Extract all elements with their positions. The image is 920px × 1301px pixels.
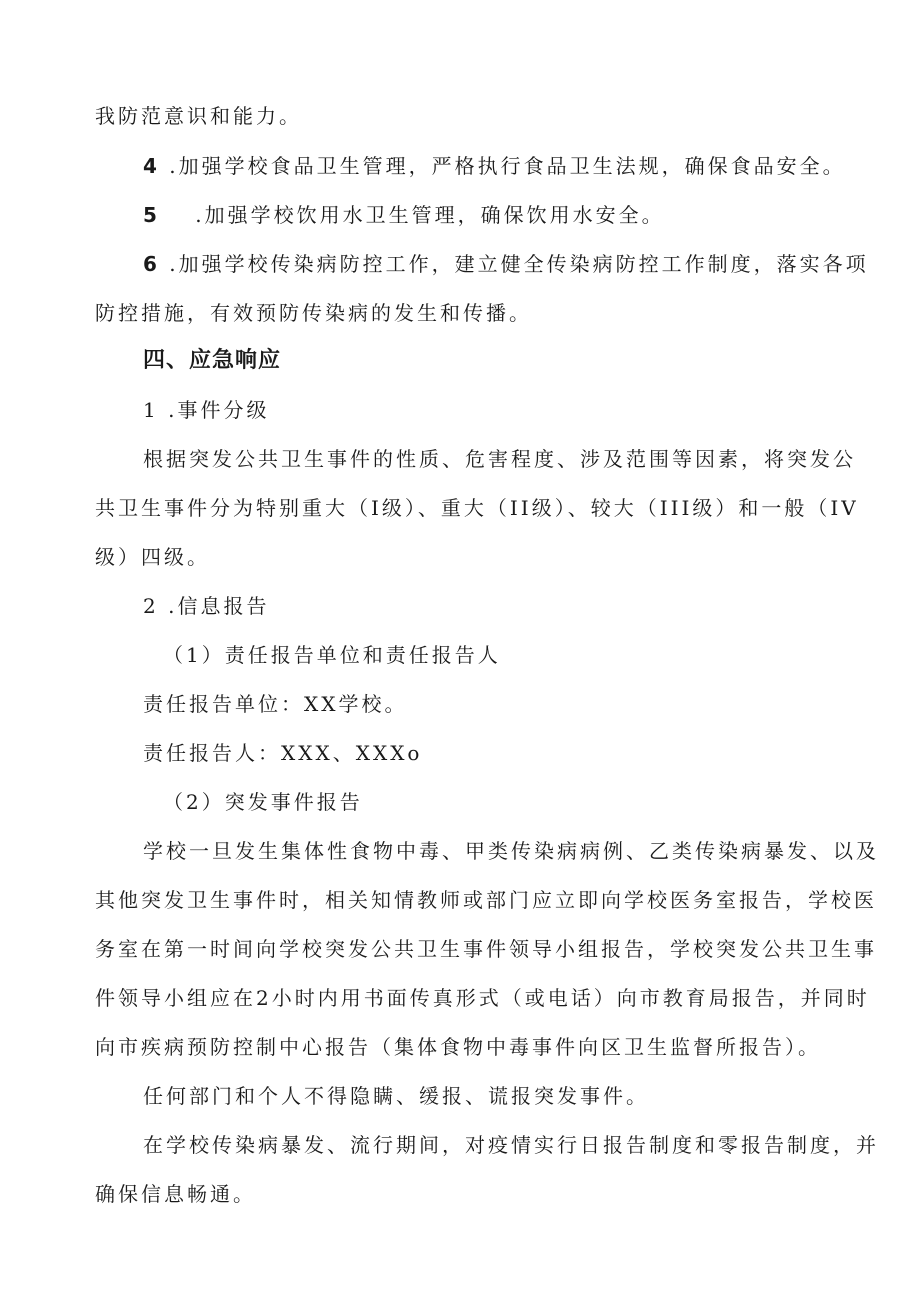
- list-item-5: [143, 201, 665, 229]
- list-item-6: [143, 250, 869, 278]
- sub-item-title: （1）责任报告单位和责任报告人: [163, 643, 501, 667]
- paragraph-line: 件领导小组应在2小时内用书面传真形式（或电话）向市教育局报告，并同时: [95, 986, 870, 1010]
- paragraph-line: 共卫生事件分为特别重大（I级）、重大（II级）、较大（III级）和一般（IV: [95, 496, 859, 520]
- list-number: 6: [143, 252, 160, 276]
- paragraph-line: 学校一旦发生集体性食物中毒、甲类传染病病例、乙类传染病暴发、以及: [143, 839, 879, 863]
- paragraph-line: 责任报告人：XXX、XXXo: [143, 741, 423, 765]
- list-item-4: [143, 152, 846, 180]
- list-text: .加强学校传染病防控工作，建立健全传染病防控工作制度，落实各项: [169, 252, 869, 276]
- list-text: .加强学校饮用水卫生管理，确保饮用水安全。: [195, 203, 665, 227]
- paragraph-line: 防控措施，有效预防传染病的发生和传播。: [95, 301, 532, 325]
- paragraph-line: 根据突发公共卫生事件的性质、危害程度、涉及范围等因素，将突发公: [143, 447, 856, 471]
- paragraph-line: 级）四级。: [95, 545, 210, 569]
- sub-item-title: （2）突发事件报告: [163, 790, 363, 814]
- paragraph-line: 务室在第一时间向学校突发公共卫生事件领导小组报告，学校突发公共卫生事: [95, 937, 877, 961]
- paragraph-line: 责任报告单位：XX学校。: [143, 692, 408, 716]
- section-heading: 四、应急响应: [143, 348, 282, 373]
- list-number: 5: [143, 203, 160, 227]
- list-text: .加强学校食品卫生管理，严格执行食品卫生法规，确保食品安全。: [169, 154, 846, 178]
- list-number: 4: [143, 154, 160, 178]
- subsection-title: 2 .信息报告: [143, 594, 270, 618]
- subsection-title: 1 .事件分级: [143, 398, 270, 422]
- paragraph-line: 在学校传染病暴发、流行期间，对疫情实行日报告制度和零报告制度，并: [143, 1133, 879, 1157]
- paragraph-line: 我防范意识和能力。: [95, 104, 302, 128]
- paragraph-line: 向市疾病预防控制中心报告（集体食物中毒事件向区卫生监督所报告）。: [95, 1035, 821, 1059]
- paragraph-line: 任何部门和个人不得隐瞒、缓报、谎报突发事件。: [143, 1084, 649, 1108]
- paragraph-line: 确保信息畅通。: [95, 1182, 256, 1206]
- paragraph-line: 其他突发卫生事件时，相关知情教师或部门应立即向学校医务室报告，学校医: [95, 888, 877, 912]
